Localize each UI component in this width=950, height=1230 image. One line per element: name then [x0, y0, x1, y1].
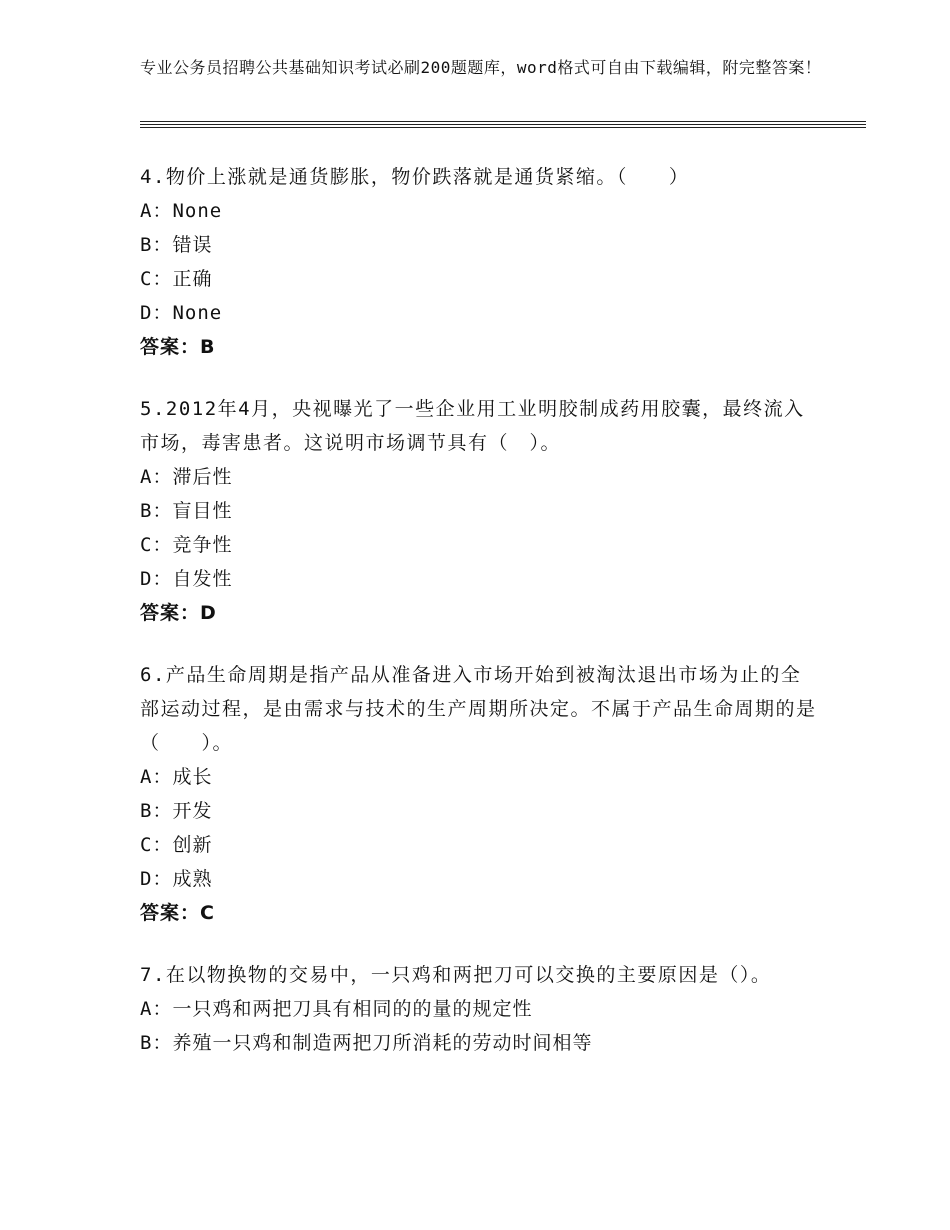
document-header: 专业公务员招聘公共基础知识考试必刷200题题库，word格式可自由下载编辑，附完整答案！: [140, 58, 822, 77]
option-a: A：滞后性: [140, 466, 233, 488]
answer-label: 答案：C: [140, 902, 215, 924]
option-b: B：错误: [140, 234, 213, 256]
question-list: [140, 160, 820, 1088]
option-a: A：成长: [140, 766, 213, 788]
option-d: D：自发性: [140, 568, 233, 590]
option-b: B：开发: [140, 800, 213, 822]
option-a: A：一只鸡和两把刀具有相同的的量的规定性: [140, 998, 533, 1020]
question-text: 7.在以物换物的交易中，一只鸡和两把刀可以交换的主要原因是（）。: [140, 964, 772, 986]
question-7: [140, 958, 820, 1060]
question-text: 5.2012年4月，央视曝光了一些企业用工业明胶制成药用胶囊，最终流入市场，毒害患者。这说明市场调节具有（ ）。: [140, 398, 805, 454]
question-5: [140, 392, 820, 630]
option-d: D：None: [140, 302, 223, 324]
option-b: B：养殖一只鸡和制造两把刀所消耗的劳动时间相等: [140, 1032, 593, 1054]
option-c: C：竞争性: [140, 534, 233, 556]
option-c: C：正确: [140, 268, 213, 290]
header-rule: [140, 121, 866, 122]
question-4: [140, 160, 820, 364]
question-6: [140, 658, 820, 930]
option-d: D：成熟: [140, 868, 213, 890]
answer-label: 答案：D: [140, 602, 217, 624]
question-text: 4.物价上涨就是通货膨胀，物价跌落就是通货紧缩。（ ）: [140, 166, 690, 188]
option-a: A：None: [140, 200, 223, 222]
answer-label: 答案：B: [140, 336, 216, 358]
option-c: C：创新: [140, 834, 213, 856]
header-rule: [140, 124, 866, 125]
option-b: B：盲目性: [140, 500, 233, 522]
header-rule: [140, 127, 866, 128]
question-text: 6.产品生命周期是指产品从准备进入市场开始到被淘汰退出市场为止的全部运动过程，是由需求与技术的生产周期所决定。不属于产品生命周期的是（ ）。: [140, 664, 817, 754]
